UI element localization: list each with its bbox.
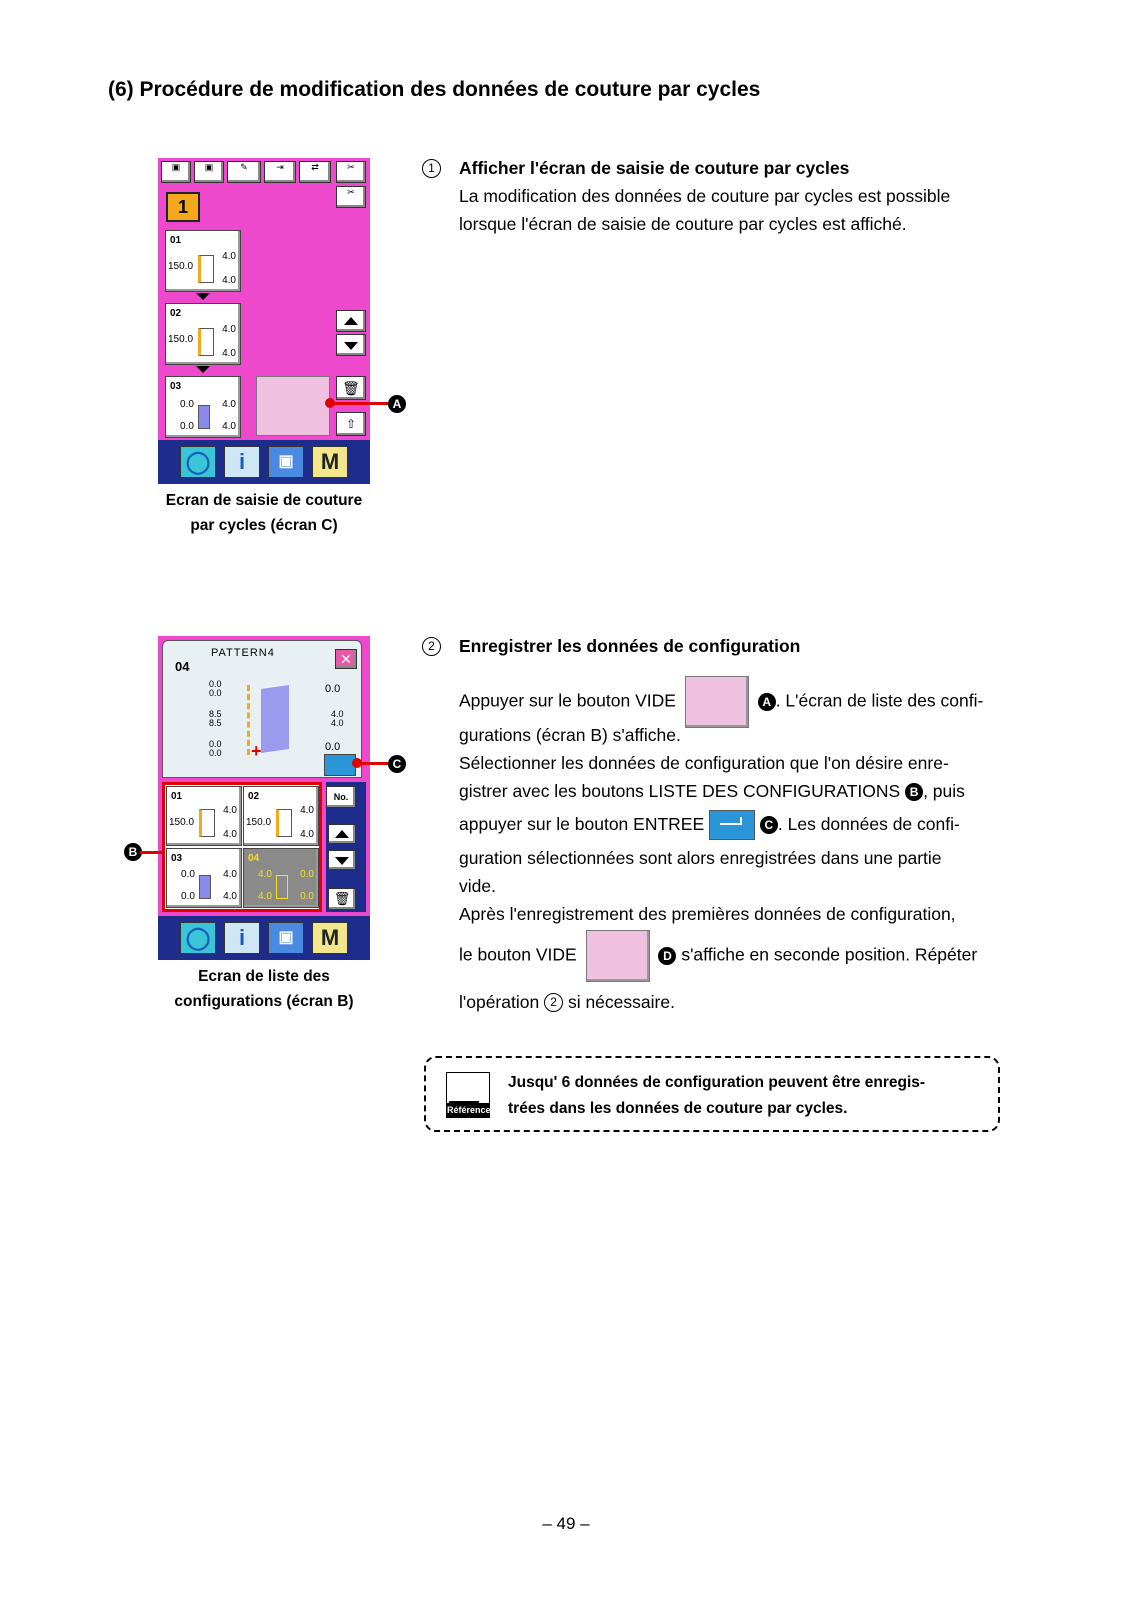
scroll-up-button[interactable]	[328, 824, 356, 844]
card-left-value: 150.0	[168, 261, 194, 272]
card-top-value: 4.0	[223, 869, 237, 880]
bottom-bar	[158, 440, 370, 484]
row2-value-1: 4.0	[331, 709, 344, 719]
step2-p3: Sélectionner les données de configuration que l'on désire enre-	[459, 753, 949, 773]
number-select-button[interactable]: No.	[326, 786, 356, 808]
row2-value-2: 4.0	[331, 718, 344, 728]
reference-icon-label: Référence	[447, 1105, 491, 1115]
configuration-list-screen	[158, 636, 370, 960]
enter-button-inline	[709, 810, 755, 840]
card-left-value: 0.0	[180, 399, 194, 410]
reference-note	[424, 1056, 1000, 1132]
delete-button[interactable]: 🗑	[328, 888, 356, 910]
card-top-value: 4.0	[222, 251, 236, 262]
step2-p10-before: l'opération	[459, 992, 540, 1012]
section-title: (6) Procédure de modification des données de couture par cycles	[108, 78, 761, 101]
screen2-caption-line2: configurations (écran B)	[174, 993, 354, 1010]
configuration-list	[162, 782, 322, 912]
scroll-down-button[interactable]	[328, 850, 356, 870]
step2-p2: gurations (écran B) s'affiche.	[459, 725, 681, 745]
note-text	[508, 1070, 925, 1122]
card-left-value-2: 0.0	[181, 891, 195, 902]
delete-button[interactable]: 🗑	[336, 376, 366, 400]
scissors-button[interactable]: ✂	[336, 161, 366, 183]
needle-cross-icon: +	[251, 741, 262, 761]
row2-left: 8.5	[209, 709, 222, 719]
step2-p8: Après l'enregistrement des premières données de configuration,	[459, 904, 956, 924]
pattern-shape-icon	[198, 328, 214, 356]
step2-p7: vide.	[459, 876, 496, 896]
step2-p9	[459, 930, 1029, 982]
screen2-caption	[148, 964, 380, 1014]
card-bottom-value: 4.0	[223, 891, 237, 902]
step2-p10	[459, 988, 675, 1016]
mode-button[interactable]: M	[312, 446, 348, 478]
pattern-shape-icon	[276, 809, 292, 837]
card-bottom-value: 0.0	[300, 891, 314, 902]
cycle-icon: 1	[166, 192, 200, 222]
empty-button[interactable]	[256, 376, 330, 436]
card-bottom-value: 4.0	[222, 421, 236, 432]
enter-button[interactable]	[324, 754, 356, 776]
card-number: 03	[171, 853, 183, 864]
card-left-value-2: 4.0	[258, 891, 272, 902]
step1-number: 1	[422, 159, 441, 178]
list-card-4[interactable]	[243, 848, 319, 908]
step2-p10-number: 2	[544, 993, 563, 1012]
scissors-off-button[interactable]: ✂	[336, 186, 366, 208]
step1-line1: La modification des données de couture par cycles est possible	[459, 186, 951, 206]
card-top-value: 0.0	[300, 869, 314, 880]
card-left-value: 150.0	[169, 817, 195, 828]
list-card-1[interactable]	[166, 786, 242, 846]
close-button[interactable]: ✕	[335, 649, 357, 669]
card-number: 02	[170, 308, 182, 319]
card-bottom-value: 4.0	[223, 829, 237, 840]
marker-b-inline: B	[905, 783, 923, 801]
step2-p10-after: si nécessaire.	[567, 992, 675, 1012]
step2-p4-before: gistrer avec les boutons LISTE DES CONFIGURATIONS	[459, 781, 901, 801]
callout-line-b	[140, 851, 164, 854]
screen2-caption-line1: Ecran de liste des	[198, 968, 330, 985]
step2-p5	[459, 810, 1029, 840]
config-card-2[interactable]	[165, 303, 241, 365]
toolbar-button-3[interactable]: ✎	[227, 161, 261, 183]
screen1-caption-line1: Ecran de saisie de couture	[165, 492, 363, 509]
pattern-shape-icon	[198, 405, 210, 429]
row2-right: 8.5	[209, 718, 222, 728]
callout-dot-a	[325, 398, 335, 408]
empty-button-inline	[685, 676, 749, 728]
callout-marker-b: B	[124, 843, 142, 861]
step2-number: 2	[422, 637, 441, 656]
toolbar-button-2[interactable]: ▣	[194, 161, 224, 183]
callout-marker-a: A	[388, 395, 406, 413]
cycle-input-screen	[158, 158, 370, 484]
down-arrow-icon	[196, 366, 210, 373]
pattern-name: PATTERN4	[211, 647, 275, 659]
info-button[interactable]: i	[224, 446, 260, 478]
toolbar-button-4[interactable]: ⇥	[264, 161, 296, 183]
row1-right: 0.0	[209, 688, 222, 698]
insert-button[interactable]: ⇧	[336, 412, 366, 436]
step2-heading-row	[422, 632, 441, 660]
step1-heading: Afficher l'écran de saisie de couture par cycles	[459, 158, 850, 178]
step1-block	[422, 154, 1022, 238]
card-number: 03	[170, 381, 182, 392]
card-number: 01	[171, 791, 183, 802]
pattern-number: 04	[175, 659, 190, 674]
callout-line-a	[330, 402, 388, 405]
scroll-down-button[interactable]	[336, 334, 366, 356]
note-line1: Jusqu' 6 données de configuration peuvent être enregis-	[508, 1074, 926, 1091]
marker-c-inline: C	[760, 816, 778, 834]
card-number: 04	[248, 853, 260, 864]
mode-button[interactable]: M	[312, 922, 348, 954]
marker-d-inline: D	[658, 947, 676, 965]
step2-p4-after: , puis	[923, 781, 965, 801]
card-top-value: 4.0	[222, 399, 236, 410]
step1-line2: lorsque l'écran de saisie de couture par cycles est affiché.	[459, 214, 907, 234]
config-card-1[interactable]	[165, 230, 241, 292]
row1-value: 0.0	[325, 683, 341, 695]
marker-a-inline: A	[758, 693, 776, 711]
card-top-value: 4.0	[222, 324, 236, 335]
step2-p9-before: le bouton VIDE	[459, 944, 577, 965]
card-number: 01	[170, 235, 182, 246]
reference-icon	[446, 1072, 490, 1118]
card-bottom-value: 4.0	[222, 348, 236, 359]
step2-heading: Enregistrer les données de configuration	[459, 636, 801, 656]
card-left-value: 150.0	[246, 817, 272, 828]
step2-p6: guration sélectionnées sont alors enregistrées dans une partie	[459, 848, 942, 868]
callout-marker-c: C	[388, 755, 406, 773]
list-card-3[interactable]	[166, 848, 242, 908]
scroll-up-button[interactable]	[336, 310, 366, 332]
card-left-value-2: 0.0	[180, 421, 194, 432]
row3-right: 0.0	[209, 748, 222, 758]
pattern-preview-icon	[261, 685, 289, 753]
note-line2: trées dans les données de couture par cycles.	[508, 1100, 848, 1117]
communication-button[interactable]: ▣	[268, 446, 304, 478]
step2-p1-after: . L'écran de liste des confi-	[775, 690, 984, 711]
card-left-value: 4.0	[258, 869, 272, 880]
step2-p4	[459, 777, 1029, 805]
callout-dot-c	[352, 758, 362, 768]
card-bottom-value: 4.0	[222, 275, 236, 286]
config-card-3[interactable]	[165, 376, 241, 438]
list-card-2[interactable]	[243, 786, 319, 846]
info-button[interactable]: i	[224, 922, 260, 954]
bottom-bar	[158, 916, 370, 960]
row3-left: 0.0	[209, 739, 222, 749]
row1-left: 0.0	[209, 679, 222, 689]
row3-value: 0.0	[325, 741, 341, 753]
empty-button-inline-2	[586, 930, 650, 982]
page-number: – 49 –	[542, 1514, 590, 1533]
pattern-shape-icon	[198, 255, 214, 283]
card-top-value: 4.0	[223, 805, 237, 816]
pattern-shape-icon	[276, 875, 288, 899]
pattern-shape-icon	[199, 875, 211, 899]
card-left-value: 150.0	[168, 334, 194, 345]
step2-p5-after: . Les données de confi-	[777, 814, 960, 834]
card-left-value: 0.0	[181, 869, 195, 880]
toolbar-button-5[interactable]: ⇄	[299, 161, 331, 183]
reset-button[interactable]: ◯	[180, 446, 216, 478]
reset-button[interactable]: ◯	[180, 922, 216, 954]
card-top-value: 4.0	[300, 805, 314, 816]
step2-p1-before: Appuyer sur le bouton VIDE	[459, 690, 676, 711]
toolbar-button-1[interactable]: ▣	[161, 161, 191, 183]
card-bottom-value: 4.0	[300, 829, 314, 840]
down-arrow-icon	[196, 293, 210, 300]
screen1-caption	[148, 488, 380, 538]
step2-p9-after: s'affiche en seconde position. Répéter	[681, 944, 978, 965]
screen1-caption-line2: par cycles (écran C)	[190, 517, 338, 534]
pattern-shape-icon	[199, 809, 215, 837]
communication-button[interactable]: ▣	[268, 922, 304, 954]
step2-p5-before: appuyer sur le bouton ENTREE	[459, 814, 705, 834]
card-number: 02	[248, 791, 260, 802]
